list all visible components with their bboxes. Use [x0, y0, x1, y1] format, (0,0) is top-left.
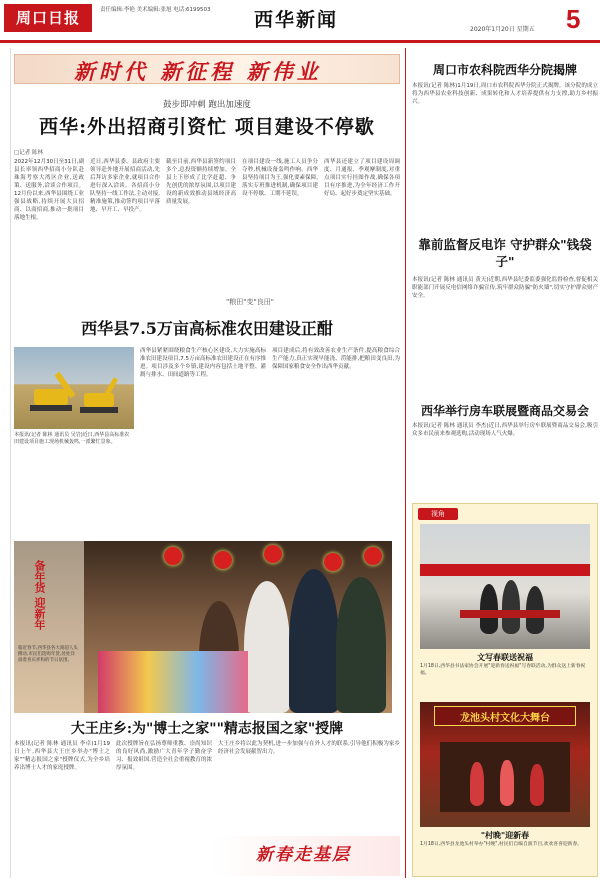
story1-column: 2022年12月30日至31日,副县长率领西华招商小分队赴珠海考察大湾区企业,送政策、送服务,洽谈合作项目。12月份以来,西华县围绕工业强县战略,持续开展大员招商、以商招商,推动一批项目落地生根。 [14, 159, 84, 221]
story1-column: 在项目建设一线,施工人员争分夺秒,机械设备轰鸣作响。西华县坚持项目为王,强化要素保障,落实专班推进机制,确保项目建设不停歇、工期不延误。 [242, 159, 318, 197]
issue-date: 2020年1月20日 星期五 [470, 26, 535, 33]
right-story1-body: 本报讯(记者 陈林)1月19日,周口市农科院西华分院正式揭牌。该分院的成立将为西华县农业科技创新、成果转化和人才培养提供有力支撑,助力乡村振兴。 [412, 83, 598, 105]
right-story2-body: 本报讯(记者 陈林 通讯员 黄天)近期,西华县纪委监委强化监督检查,督促相关职能部门开展反电信网络诈骗宣传,筑牢群众防骗"防火墙",切实守护群众财产安全。 [412, 277, 598, 299]
page-number: 5 [566, 4, 581, 34]
photo-caption-title: "村晚"迎新春 [480, 831, 530, 840]
theme-banner-text: 新时代 新征程 新伟业 [74, 59, 322, 84]
story1-column: 近日,西华县委、县政府主要领导赴外地开展招商活动,先后拜访多家企业,就项目合作进行深入洽谈。各招商小分队坚持一线工作法,主动对接,精准施策,推动签约项目早落地、早开工、早投产。 [90, 159, 160, 213]
photo-caption: 1月18日,西华县龙池头村举办"村晚",村民们自编自演节目,欢欢喜喜迎新春。 [420, 842, 583, 847]
stage-sign-text: 龙池头村文化大舞台 [460, 713, 550, 724]
footer-banner-text: 新春走基层 [256, 845, 351, 865]
editors-line: 责任编辑:李艳 美术编辑:张旭 电话:6199503 [100, 7, 211, 13]
story1-column: 截至目前,西华县新签约项目多个,总投资额持续增加。全县上下形成了比学赶超、争先创优的浓厚氛围,以项目建设的新成效推动县域经济高质量发展。 [166, 159, 236, 205]
newspaper-brand-logo: 周口日报 [4, 4, 92, 32]
story3-column: 大王庄乡将以此为契机,进一步加强与在外人才的联系,引导他们积极为家乡经济社会发展献智出力。 [218, 741, 400, 755]
story3-column: 此次授牌旨在弘扬尊师重教、崇尚知识的良好风尚,激励广大青年学子勤奋学习、报效祖国,营造全社会重视教育的浓厚氛围。 [116, 741, 212, 771]
photo-caption: 1月18日,西华县书法家协会开展"迎新春送祝福"写春联活动,为群众送上新春祝福。 [420, 664, 586, 676]
story3-column: 本报讯(记者 陈林 通讯员 李卓)1月19日上午,西华县大王庄乡举办"博士之家""精志报国之家"授牌仪式,为全乡培养出博士人才的家庭授牌。 [14, 741, 110, 771]
story1-headline: 西华:外出招商引资忙 项目建设不停歇 [39, 116, 375, 138]
excavator-photo [14, 347, 134, 429]
section-title: 西华新闻 [254, 9, 339, 31]
right-story3-body: 本报讯(记者 陈林 通讯员 李杰)近日,西华县举行房车联展暨商品交易会,吸引众多市民前来参观选购,活动现场人气火爆。 [412, 423, 598, 437]
column-divider [405, 48, 406, 878]
story2-column: 西华县紧紧围绕粮食生产核心区建设,大力实施高标准农田建设项目,7.5万亩高标准农田建设正在有序推进。项目涉及多个乡镇,建设内容包括土地平整、灌溉与排水、田间道路等工程。 [140, 348, 266, 378]
story3-headline: 大王庄乡:为"博士之家""精志报国之家"授牌 [70, 721, 344, 737]
story1-column: 西华县还建立了项目建设周调度、月通报、季观摩制度,对重点项目实行挂图作战,确保各项目有序推进,为全年经济工作开好局、起好步奠定坚实基础。 [324, 159, 400, 197]
photo-caption: 临近春节,西华县各大商超人头攒动,市民们选购年货,处处洋溢着喜庆祥和的节日氛围。 [18, 646, 78, 663]
story1-byline: □记者 陈林 [14, 150, 43, 156]
photo-side-title: 备年货 迎新年 [33, 560, 46, 630]
feature-box-label: 视角 [418, 508, 458, 520]
right-story3-headline: 西华举行房车联展暨商品交易会 [420, 404, 589, 418]
story2-column: 项目建成后,将有效改善农业生产条件,提高粮食综合生产能力,真正实现旱能浇、涝能排,把粮田变良田,为保障国家粮食安全作出西华贡献。 [272, 348, 400, 370]
photo-caption: 本报讯(记者 陈林 通讯员 吴岩)近日,西华县高标准农田建设项目施工现场机械轰鸣,一派繁忙景象。 [14, 432, 130, 445]
story2-headline: 西华县7.5万亩高标准农田建设正酣 [81, 319, 333, 338]
right-story1-headline: 周口市农科院西华分院揭牌 [432, 63, 577, 77]
story2-kicker: "粮田"变"良田" [226, 298, 274, 306]
header-rule [0, 40, 600, 43]
story1-kicker: 鼓步即冲刺 跑出加速度 [163, 100, 251, 110]
photo-caption-title: 文写春联送祝福 [477, 653, 533, 662]
right-story2-headline: 靠前监督反电诈 守护群众"钱袋子" [418, 237, 592, 269]
column-divider [10, 48, 11, 878]
calligraphy-event-photo [420, 524, 590, 649]
